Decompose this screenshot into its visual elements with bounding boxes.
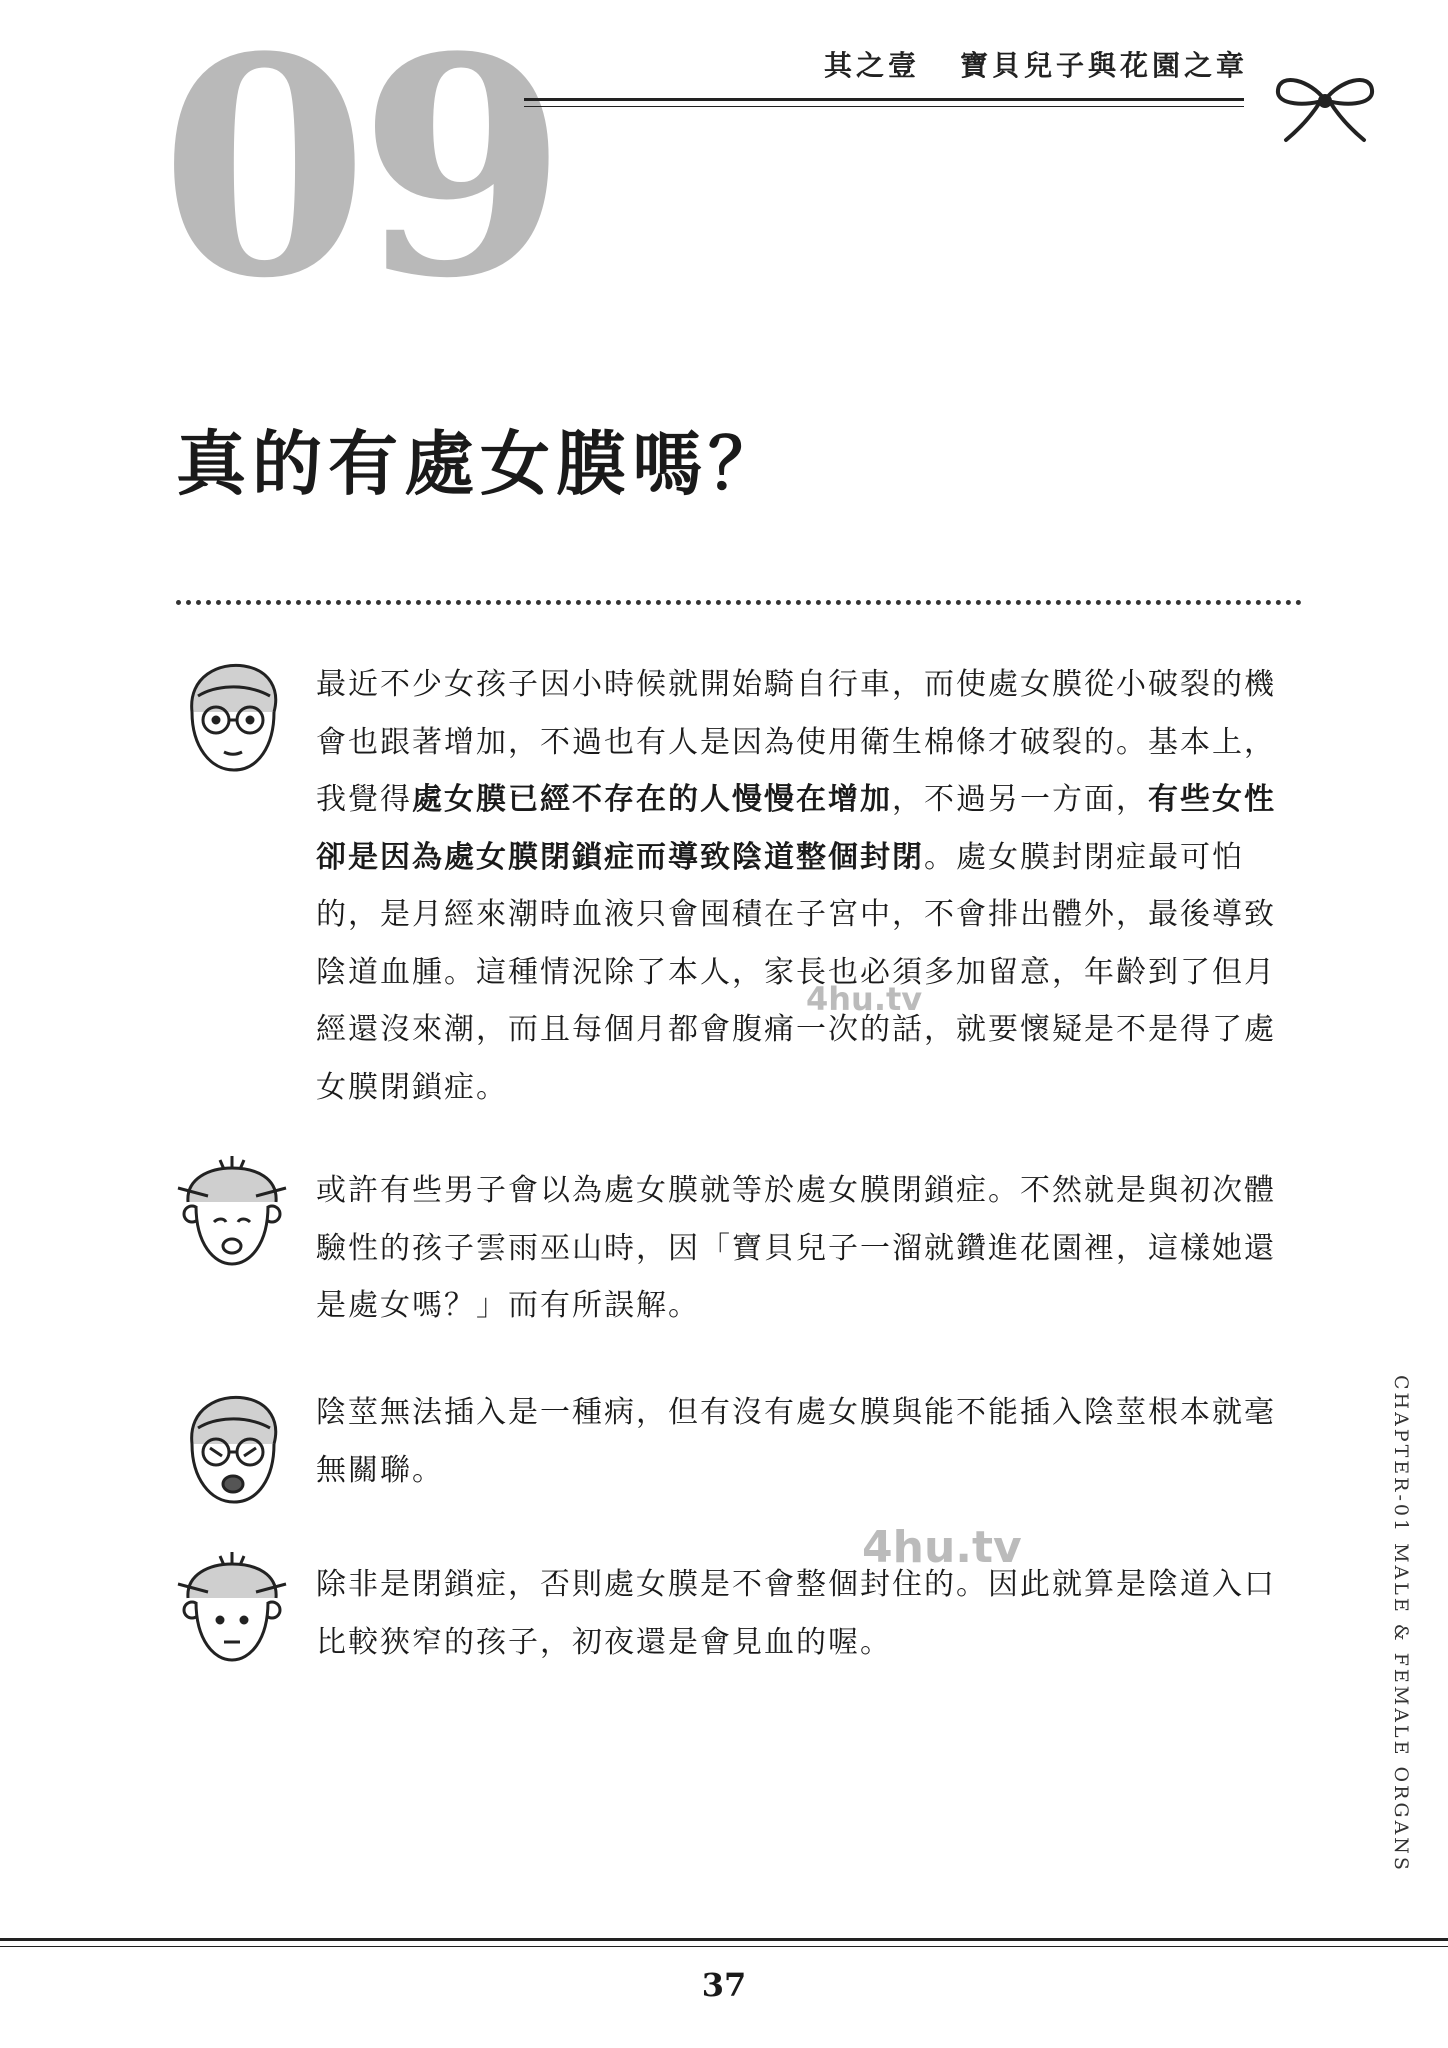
paragraph-3 [316, 1384, 1306, 1499]
chapter-side-label: CHAPTER-01 MALE & FEMALE ORGANS [1390, 1375, 1412, 1873]
page-title: 真的有處女膜嗎？ [176, 422, 784, 505]
glasses-man-shouting-face-icon [174, 1388, 290, 1512]
dotted-divider [176, 600, 1302, 605]
page-number: 37 [701, 1966, 747, 2004]
paragraph-text: 陰莖無法插入是一種病，但有沒有處女膜與能不能插入陰莖根本就毫無關聯。 [316, 1395, 1276, 1488]
glasses-man-face-icon [174, 656, 290, 780]
paragraph-text: 。處女膜封閉症最可怕的，是月經來潮時血液只會囤積在子宮中，不會排出體外，最後導致陰道血腫。這種情況除了本人，家長也必須多加留意，年齡到了但月經還沒來潮，而且每個月都會腹痛一次的話，就要懷疑是不是得了處女膜閉鎖症。 [316, 839, 1276, 1105]
paragraph-text: ，不過另一方面， [892, 782, 1148, 817]
paragraph-text: 最近不少女孩子因小時候就開始騎自行車，而使處女膜從小破裂的機會也跟著增加，不過也有人是因為使用衛生棉條才破裂的。基本上，我覺得 [316, 667, 1276, 817]
paragraph-4 [316, 1556, 1306, 1671]
paragraph-1 [316, 656, 1306, 1116]
emphasis-text: 有些女性卻是因為處女膜閉鎖症而導致陰道整個封閉 [316, 782, 1276, 875]
running-header [824, 44, 1248, 84]
watermark: 4hu.tv [862, 1522, 1022, 1573]
ribbon-bow-icon [1270, 60, 1380, 144]
section-label: 其之壹 [823, 49, 920, 82]
header-rule [524, 98, 1244, 107]
paragraph-text: 除非是閉鎖症，否則處女膜是不會整個封住的。因此就算是陰道入口比較狹窄的孩子，初夜還是會見血的喔。 [316, 1567, 1276, 1660]
chapter-title: 寶貝兒子與花園之章 [959, 49, 1248, 82]
emphasis-text: 處女膜已經不存在的人慢慢在增加 [412, 782, 892, 817]
geisha-woman-worried-face-icon [174, 1152, 290, 1276]
geisha-woman-face-icon [174, 1548, 290, 1672]
chapter-number: 09 [160, 0, 558, 344]
paragraph-text: 或許有些男子會以為處女膜就等於處女膜閉鎖症。不然就是與初次體驗性的孩子雲雨巫山時，因「寶貝兒子一溜就鑽進花園裡，這樣她還是處女嗎？」而有所誤解。 [316, 1173, 1276, 1323]
footer-rule [0, 1938, 1448, 1947]
paragraph-2 [316, 1162, 1306, 1335]
watermark: 4hu.tv [806, 980, 923, 1018]
